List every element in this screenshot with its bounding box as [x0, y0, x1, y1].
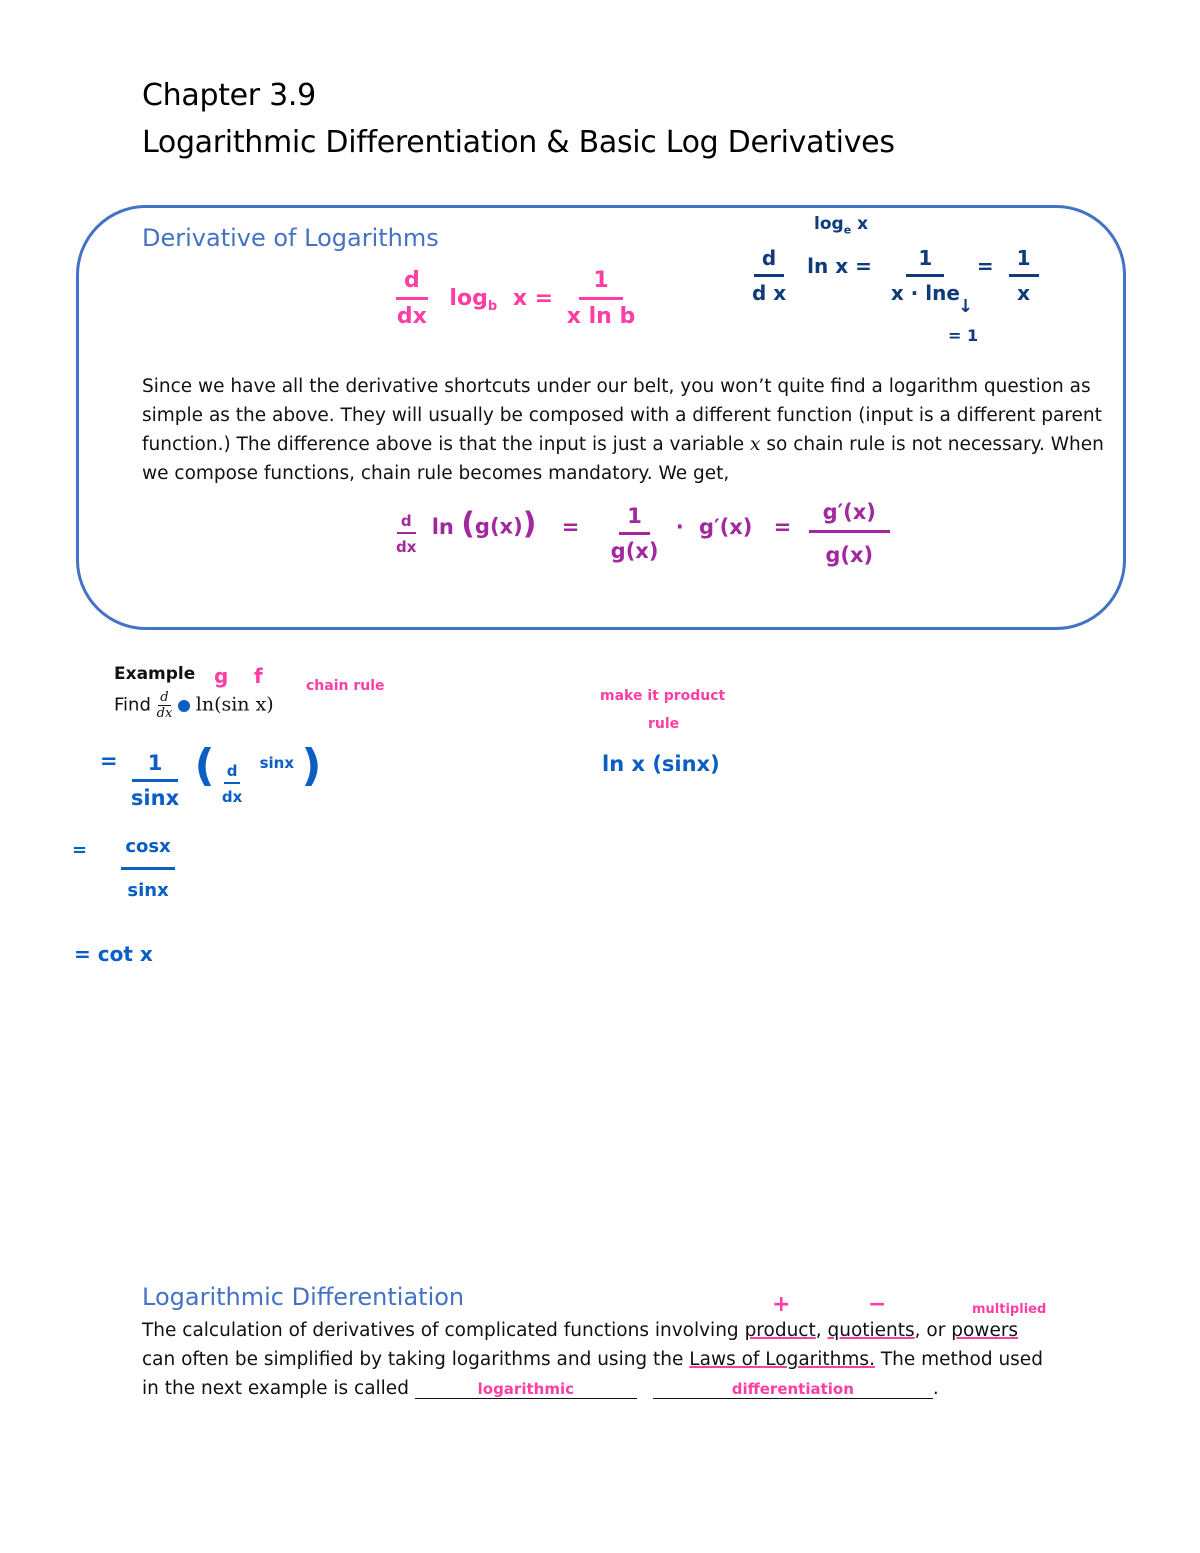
handwritten-rule-note: rule [648, 716, 680, 732]
handwritten-chain-rule-note: chain rule [306, 678, 385, 694]
handwritten-step-1: = $\frac{1}{\sin x}$ ( $\frac{d}{dx}$ $^{sinx}$ ) [100, 740, 322, 810]
handwritten-step-2: = $\frac{\cos x}{\sin x}$ [72, 836, 175, 901]
handwritten-navy-arrow: ↓ [958, 296, 974, 317]
section-heading-derivative: Derivative of Logarithms [142, 224, 439, 252]
handwritten-multiplied-note: multiplied [972, 1302, 1047, 1317]
log-diff-line-3: in the next example is called logarithmic differentiation . [142, 1378, 939, 1399]
handwritten-pink-formula: $\frac{d}{dx}$ $\log_b x$ = $\frac{1}{\text{x ln b}}$ [396, 268, 636, 329]
log-diff-paragraph [142, 1316, 1122, 1403]
section-heading-log-diff: Logarithmic Differentiation [142, 1283, 465, 1311]
handwritten-navy-formula: $\frac{d}{\text{d x}}$ ln x = $\frac{1}{x \cdot \ln e}$ = $\frac{1}{x}$ [752, 246, 1039, 305]
handwritten-purple-chain-rule: $\frac{d}{dx}$ ln (g(x)) = $\frac{1}{g(x)}$ · g′(x) = $\frac{g'(x)}{g(x)}$ [396, 500, 890, 567]
handwritten-navy-eq1: = 1 [948, 326, 979, 345]
log-diff-line-2: can often be simplified by taking logarithms and using the Laws of Logarithms. The method used [142, 1349, 1043, 1370]
handwritten-navy-loge: $\log_e x$ [814, 214, 869, 237]
page-title: Logarithmic Differentiation & Basic Log Derivatives [142, 125, 895, 160]
chapter-number: Chapter 3.9 [142, 78, 316, 113]
derivative-paragraph: Since we have all the derivative shortcuts under our belt, you won’t quite find a logarithm question as simple as the above. They will usually be composed with a different function (input is a different parent function.) The difference above is that the input is just a variable x so chain rule is not necessary. When we compose functions, chain rule becomes mandatory. We get, [142, 376, 1104, 484]
blank-2: differentiation [653, 1380, 933, 1399]
handwritten-alt-form: ln x (sinx) [602, 752, 720, 776]
handwritten-step-3: = cot x [74, 942, 153, 966]
handwritten-minus-note: − [868, 1292, 887, 1317]
blank-1: logarithmic [415, 1380, 637, 1399]
handwritten-g-label: g [214, 664, 229, 688]
example-prompt: Find $\frac{d}{dx}$ ln(sin x) [114, 690, 274, 721]
handwritten-plus-note: + [772, 1292, 791, 1317]
example-label: Example [114, 664, 196, 684]
handwritten-f-label: f [254, 664, 263, 688]
log-diff-line-1: The calculation of derivatives of complicated functions involving product, quotients, or powers [142, 1320, 1019, 1341]
handwritten-product-note: make it product [600, 688, 726, 704]
